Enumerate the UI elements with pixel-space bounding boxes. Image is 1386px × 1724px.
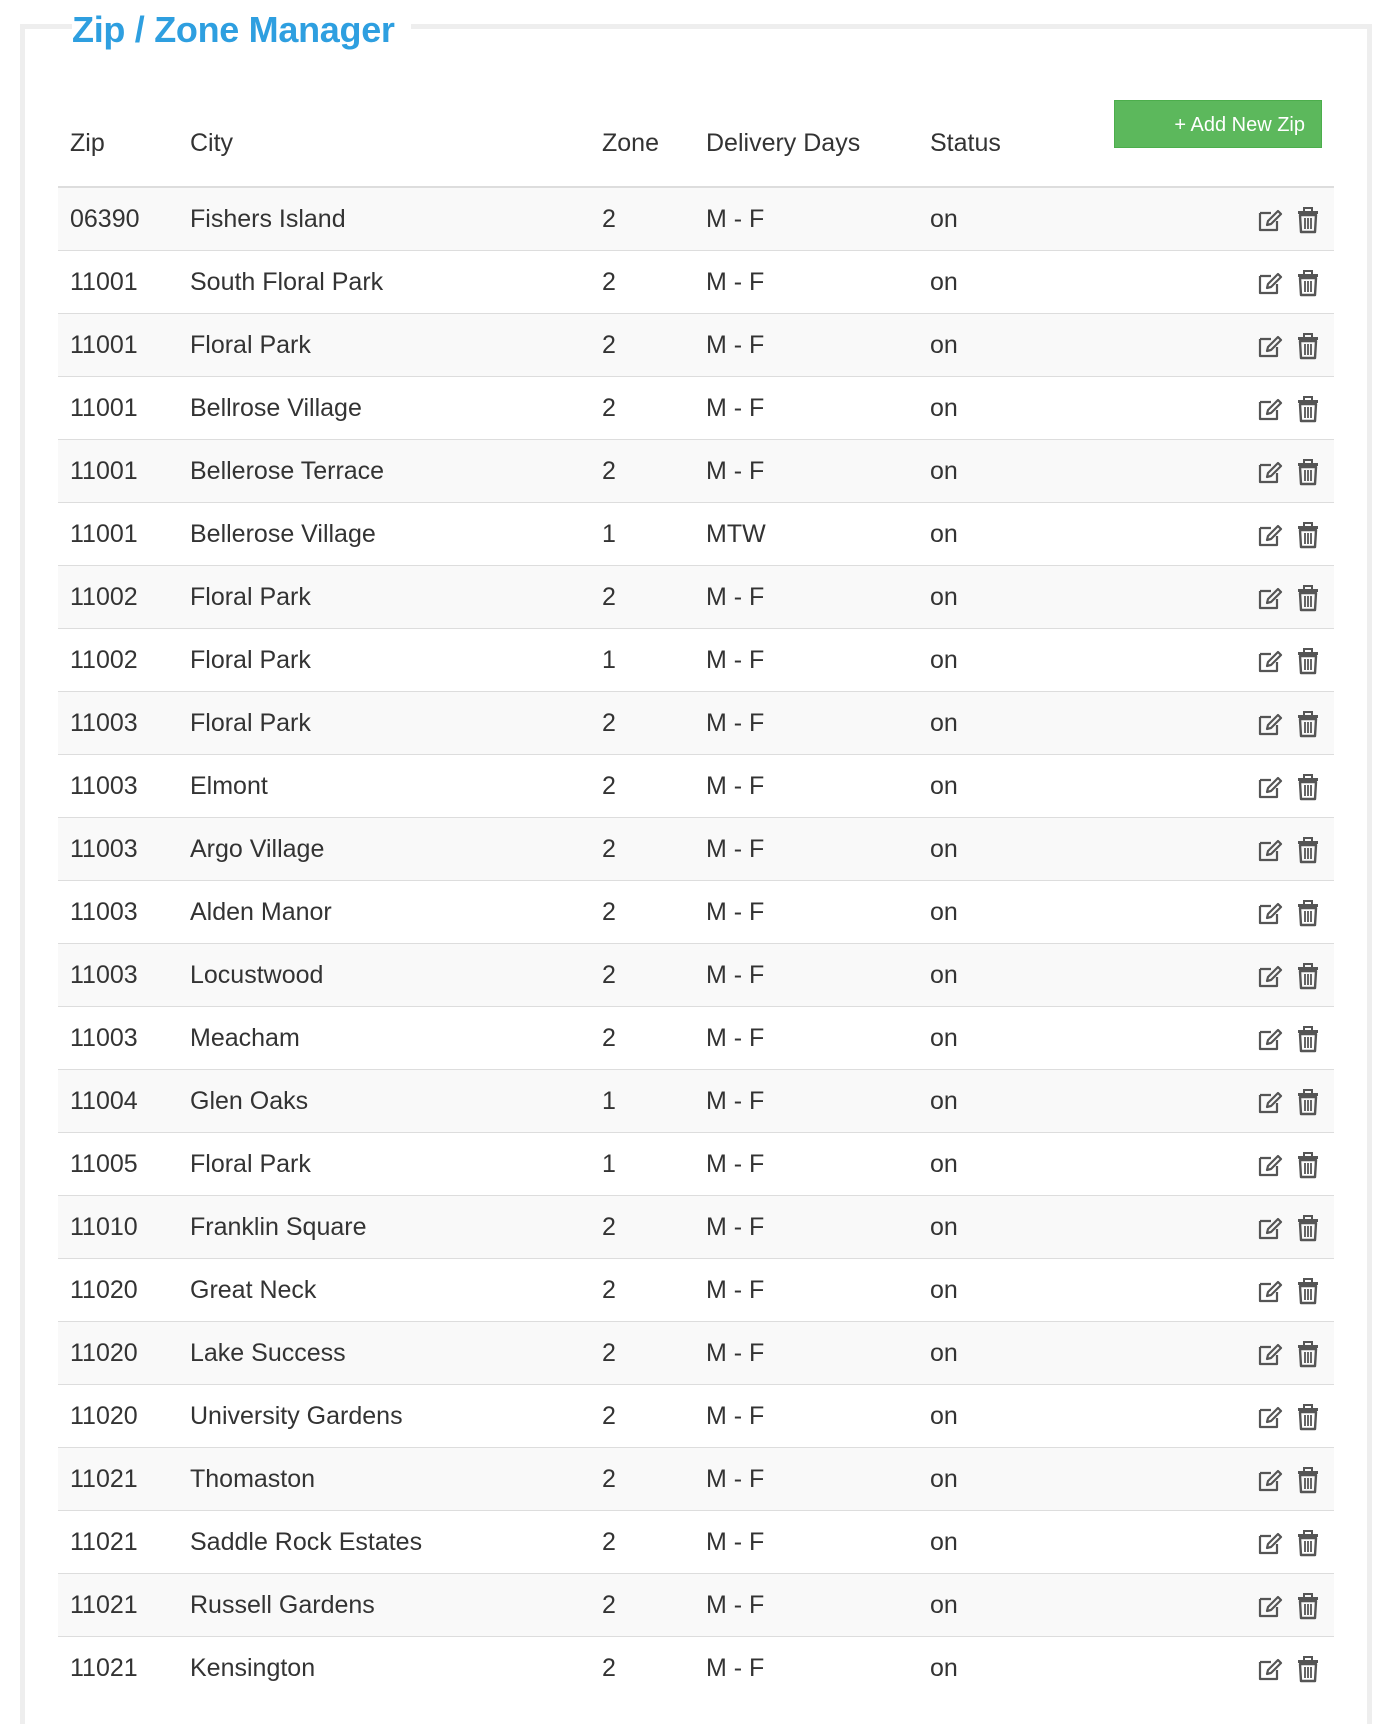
table-row [58,1007,1334,1070]
edit-icon[interactable] [1256,710,1284,738]
cell-status: on [918,1007,1102,1070]
trash-icon[interactable] [1294,584,1322,612]
cell-zone: 2 [590,1007,694,1070]
cell-city: Bellerose Village [178,503,590,566]
column-header-zip: Zip [58,100,178,187]
cell-status: on [918,1574,1102,1637]
cell-actions [1102,1385,1334,1448]
trash-icon[interactable] [1294,1088,1322,1116]
cell-actions [1102,1196,1334,1259]
cell-zip: 11003 [58,755,178,818]
edit-icon[interactable] [1256,1466,1284,1494]
table-row [58,187,1334,251]
cell-status: on [918,1637,1102,1700]
cell-delivery-days: M - F [694,440,918,503]
edit-icon[interactable] [1256,962,1284,990]
cell-delivery-days: M - F [694,1196,918,1259]
edit-icon[interactable] [1256,1592,1284,1620]
table-row [58,251,1334,314]
cell-status: on [918,818,1102,881]
cell-delivery-days: M - F [694,818,918,881]
cell-city: Alden Manor [178,881,590,944]
cell-zone: 2 [590,566,694,629]
column-header-delivery-days: Delivery Days [694,100,918,187]
cell-actions [1102,755,1334,818]
edit-icon[interactable] [1256,206,1284,234]
table-row [58,881,1334,944]
page-title: Zip / Zone Manager [72,6,411,54]
cell-status: on [918,1385,1102,1448]
cell-zip: 11021 [58,1511,178,1574]
cell-delivery-days: M - F [694,1007,918,1070]
cell-actions [1102,1448,1334,1511]
cell-city: Floral Park [178,566,590,629]
edit-icon[interactable] [1256,1529,1284,1557]
cell-zone: 2 [590,755,694,818]
trash-icon[interactable] [1294,395,1322,423]
cell-actions [1102,566,1334,629]
cell-delivery-days: M - F [694,692,918,755]
cell-delivery-days: M - F [694,1322,918,1385]
edit-icon[interactable] [1256,647,1284,675]
edit-icon[interactable] [1256,1340,1284,1368]
edit-icon[interactable] [1256,332,1284,360]
cell-actions [1102,251,1334,314]
cell-zip: 11020 [58,1322,178,1385]
trash-icon[interactable] [1294,1025,1322,1053]
cell-actions [1102,1322,1334,1385]
cell-zip: 11003 [58,1007,178,1070]
cell-zone: 2 [590,881,694,944]
cell-delivery-days: M - F [694,1133,918,1196]
cell-status: on [918,692,1102,755]
cell-zone: 2 [590,1637,694,1700]
table-row [58,755,1334,818]
trash-icon[interactable] [1294,1277,1322,1305]
cell-zone: 2 [590,1574,694,1637]
cell-status: on [918,755,1102,818]
cell-city: Floral Park [178,692,590,755]
cell-delivery-days: M - F [694,881,918,944]
cell-actions [1102,1133,1334,1196]
cell-zip: 11003 [58,818,178,881]
table-row [58,629,1334,692]
edit-icon[interactable] [1256,458,1284,486]
cell-zip: 11005 [58,1133,178,1196]
cell-zip: 11001 [58,503,178,566]
cell-city: Meacham [178,1007,590,1070]
trash-icon[interactable] [1294,206,1322,234]
cell-city: Kensington [178,1637,590,1700]
cell-status: on [918,1511,1102,1574]
cell-delivery-days: M - F [694,566,918,629]
cell-delivery-days: MTW [694,503,918,566]
cell-actions [1102,881,1334,944]
cell-zip: 11002 [58,629,178,692]
cell-zone: 1 [590,503,694,566]
edit-icon[interactable] [1256,773,1284,801]
cell-city: Thomaston [178,1448,590,1511]
trash-icon[interactable] [1294,269,1322,297]
column-header-actions [1102,100,1334,187]
cell-zone: 2 [590,251,694,314]
trash-icon[interactable] [1294,458,1322,486]
trash-icon[interactable] [1294,1151,1322,1179]
trash-icon[interactable] [1294,899,1322,927]
column-header-zone: Zone [590,100,694,187]
cell-zip: 11004 [58,1070,178,1133]
cell-delivery-days: M - F [694,1574,918,1637]
cell-city: South Floral Park [178,251,590,314]
cell-status: on [918,377,1102,440]
cell-city: Great Neck [178,1259,590,1322]
table-row [58,503,1334,566]
cell-actions [1102,503,1334,566]
trash-icon[interactable] [1294,521,1322,549]
cell-actions [1102,1637,1334,1700]
trash-icon[interactable] [1294,1214,1322,1242]
cell-status: on [918,503,1102,566]
cell-delivery-days: M - F [694,1448,918,1511]
cell-city: Elmont [178,755,590,818]
cell-delivery-days: M - F [694,1259,918,1322]
trash-icon[interactable] [1294,710,1322,738]
cell-zip: 06390 [58,187,178,251]
trash-icon[interactable] [1294,1592,1322,1620]
table-row [58,1448,1334,1511]
cell-city: University Gardens [178,1385,590,1448]
cell-zip: 11001 [58,377,178,440]
cell-actions [1102,377,1334,440]
table-row [58,1259,1334,1322]
cell-zone: 2 [590,818,694,881]
cell-status: on [918,1448,1102,1511]
table-row [58,377,1334,440]
cell-zone: 2 [590,692,694,755]
cell-actions [1102,1070,1334,1133]
edit-icon[interactable] [1256,836,1284,864]
cell-delivery-days: M - F [694,1511,918,1574]
table-body [58,187,1334,1699]
cell-delivery-days: M - F [694,377,918,440]
cell-zone: 1 [590,1133,694,1196]
cell-zone: 2 [590,314,694,377]
table-row [58,1637,1334,1700]
cell-delivery-days: M - F [694,1637,918,1700]
cell-actions [1102,944,1334,1007]
cell-zip: 11010 [58,1196,178,1259]
cell-delivery-days: M - F [694,1070,918,1133]
column-header-status: Status [918,100,1102,187]
table-row [58,440,1334,503]
cell-zip: 11002 [58,566,178,629]
table-header [58,100,1334,187]
cell-status: on [918,1070,1102,1133]
table-row [58,818,1334,881]
cell-actions [1102,1511,1334,1574]
cell-zone: 2 [590,377,694,440]
cell-zip: 11001 [58,251,178,314]
cell-status: on [918,187,1102,251]
edit-icon[interactable] [1256,1214,1284,1242]
table-row [58,1196,1334,1259]
cell-actions [1102,818,1334,881]
cell-zone: 2 [590,1385,694,1448]
edit-icon[interactable] [1256,1277,1284,1305]
cell-delivery-days: M - F [694,629,918,692]
trash-icon[interactable] [1294,773,1322,801]
table-row [58,314,1334,377]
cell-status: on [918,314,1102,377]
cell-city: Fishers Island [178,187,590,251]
cell-status: on [918,1196,1102,1259]
cell-zone: 2 [590,1259,694,1322]
table-row [58,692,1334,755]
cell-delivery-days: M - F [694,944,918,1007]
cell-zone: 1 [590,629,694,692]
table-row [58,566,1334,629]
cell-actions [1102,440,1334,503]
edit-icon[interactable] [1256,584,1284,612]
cell-status: on [918,251,1102,314]
table-row [58,944,1334,1007]
cell-delivery-days: M - F [694,187,918,251]
edit-icon[interactable] [1256,899,1284,927]
edit-icon[interactable] [1256,1088,1284,1116]
trash-icon[interactable] [1294,1403,1322,1431]
cell-zip: 11003 [58,944,178,1007]
edit-icon[interactable] [1256,521,1284,549]
trash-icon[interactable] [1294,1529,1322,1557]
trash-icon[interactable] [1294,1466,1322,1494]
cell-zone: 2 [590,944,694,1007]
cell-city: Floral Park [178,629,590,692]
zip-table [58,100,1334,1699]
trash-icon[interactable] [1294,1340,1322,1368]
header-row [58,100,1334,187]
cell-delivery-days: M - F [694,755,918,818]
cell-zone: 2 [590,187,694,251]
cell-zip: 11020 [58,1385,178,1448]
cell-status: on [918,1133,1102,1196]
cell-city: Locustwood [178,944,590,1007]
table-row [58,1574,1334,1637]
cell-actions [1102,1574,1334,1637]
edit-icon[interactable] [1256,1025,1284,1053]
table-row [58,1322,1334,1385]
cell-city: Bellerose Terrace [178,440,590,503]
table-row [58,1385,1334,1448]
cell-actions [1102,314,1334,377]
table-row [58,1070,1334,1133]
cell-city: Floral Park [178,314,590,377]
cell-actions [1102,692,1334,755]
cell-status: on [918,881,1102,944]
cell-zip: 11001 [58,314,178,377]
cell-zip: 11021 [58,1637,178,1700]
cell-zip: 11021 [58,1448,178,1511]
cell-city: Floral Park [178,1133,590,1196]
trash-icon[interactable] [1294,332,1322,360]
trash-icon[interactable] [1294,1655,1322,1683]
cell-status: on [918,440,1102,503]
cell-delivery-days: M - F [694,314,918,377]
trash-icon[interactable] [1294,962,1322,990]
edit-icon[interactable] [1256,1151,1284,1179]
cell-status: on [918,944,1102,1007]
table-row [58,1511,1334,1574]
cell-zone: 2 [590,1511,694,1574]
cell-city: Lake Success [178,1322,590,1385]
cell-city: Glen Oaks [178,1070,590,1133]
cell-delivery-days: M - F [694,1385,918,1448]
cell-city: Russell Gardens [178,1574,590,1637]
cell-status: on [918,1322,1102,1385]
add-new-zip-code-button[interactable]: + Add New Zip Code [1114,100,1322,148]
cell-zip: 11001 [58,440,178,503]
cell-status: on [918,566,1102,629]
cell-city: Bellrose Village [178,377,590,440]
cell-actions [1102,629,1334,692]
cell-city: Franklin Square [178,1196,590,1259]
cell-zip: 11003 [58,692,178,755]
cell-city: Saddle Rock Estates [178,1511,590,1574]
edit-icon[interactable] [1256,395,1284,423]
cell-zip: 11003 [58,881,178,944]
trash-icon[interactable] [1294,836,1322,864]
table-row [58,1133,1334,1196]
cell-actions [1102,1007,1334,1070]
cell-zip: 11021 [58,1574,178,1637]
cell-zone: 1 [590,1070,694,1133]
cell-delivery-days: M - F [694,251,918,314]
cell-zone: 2 [590,1322,694,1385]
cell-zone: 2 [590,1196,694,1259]
cell-status: on [918,629,1102,692]
cell-status: on [918,1259,1102,1322]
edit-icon[interactable] [1256,1655,1284,1683]
cell-zone: 2 [590,440,694,503]
trash-icon[interactable] [1294,647,1322,675]
edit-icon[interactable] [1256,269,1284,297]
edit-icon[interactable] [1256,1403,1284,1431]
cell-zip: 11020 [58,1259,178,1322]
column-header-city: City [178,100,590,187]
cell-zone: 2 [590,1448,694,1511]
cell-city: Argo Village [178,818,590,881]
cell-actions [1102,1259,1334,1322]
